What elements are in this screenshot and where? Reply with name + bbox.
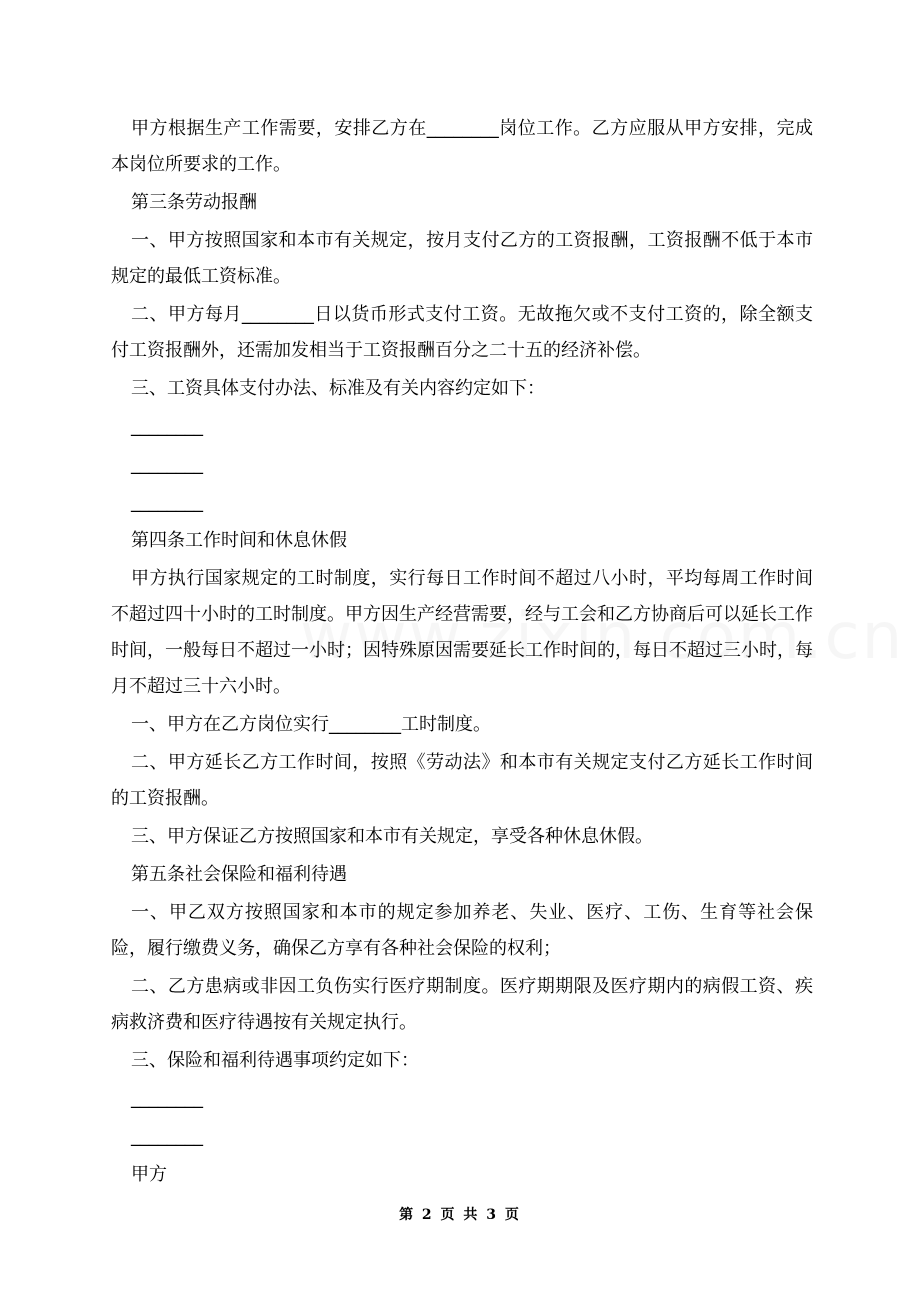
paragraph-hours-3: 三、甲方保证乙方按照国家和本市有关规定，享受各种休息休假。 [131,826,653,847]
blank-line: ________ [131,1126,203,1147]
paragraph-hours-2: 二、甲方延长乙方工作时间，按照《劳动法》和本市有关规定支付乙方延长工作时间的工资报酬。 [111,752,813,809]
paragraph-insurance-2: 二、乙方患病或非因工负伤实行医疗期制度。医疗期期限及医疗期内的病假工资、疾病救济费和医疗待遇按有关规定执行。 [111,976,813,1033]
document-body [111,111,813,1193]
paragraph-wage-1: 一、甲方按照国家和本市有关规定，按月支付乙方的工资报酬，工资报酬不低于本市规定的最低工资标准。 [111,230,813,287]
blank-line: ________ [131,454,203,475]
paragraph-hours-1: 一、甲方在乙方岗位实行________工时制度。 [131,714,491,735]
blank-line: ________ [131,416,203,437]
heading-article-5: 第五条社会保险和福利待遇 [131,864,347,885]
paragraph-working-hours: 甲方执行国家规定的工时制度，实行每日工作时间不超过八小时，平均每周工作时间不超过四十小时的工时制度。甲方因生产经营需要，经与工会和乙方协商后可以延长工作时间，一般每日不超过一小时；因特殊原因需要延长工作时间的，每日不超过三小时，每月不超过三十六小时。 [111,568,813,697]
page-footer: 第 2 页 共 3 页 [399,1207,521,1223]
paragraph-job-assignment: 甲方根据生产工作需要，安排乙方在________岗位工作。乙方应服从甲方安排，完成本岗位所要求的工作。 [111,118,813,175]
blank-line: ________ [131,492,203,513]
paragraph-insurance-3: 三、保险和福利待遇事项约定如下： [131,1050,419,1071]
heading-article-3: 第三条劳动报酬 [131,192,257,213]
blank-line: ________ [131,1088,203,1109]
paragraph-wage-3: 三、工资具体支付办法、标准及有关内容约定如下： [131,378,545,399]
paragraph-wage-2: 二、甲方每月________日以货币形式支付工资。无故拖欠或不支付工资的，除全额支付工资报酬外，还需加发相当于工资报酬百分之二十五的经济补偿。 [111,304,813,361]
heading-article-4: 第四条工作时间和休息休假 [131,530,347,551]
paragraph-insurance-1: 一、甲乙双方按照国家和本市的规定参加养老、失业、医疗、工伤、生育等社会保险，履行缴费义务，确保乙方享有各种社会保险的权利； [111,902,813,959]
party-a-label: 甲方 [131,1164,167,1185]
